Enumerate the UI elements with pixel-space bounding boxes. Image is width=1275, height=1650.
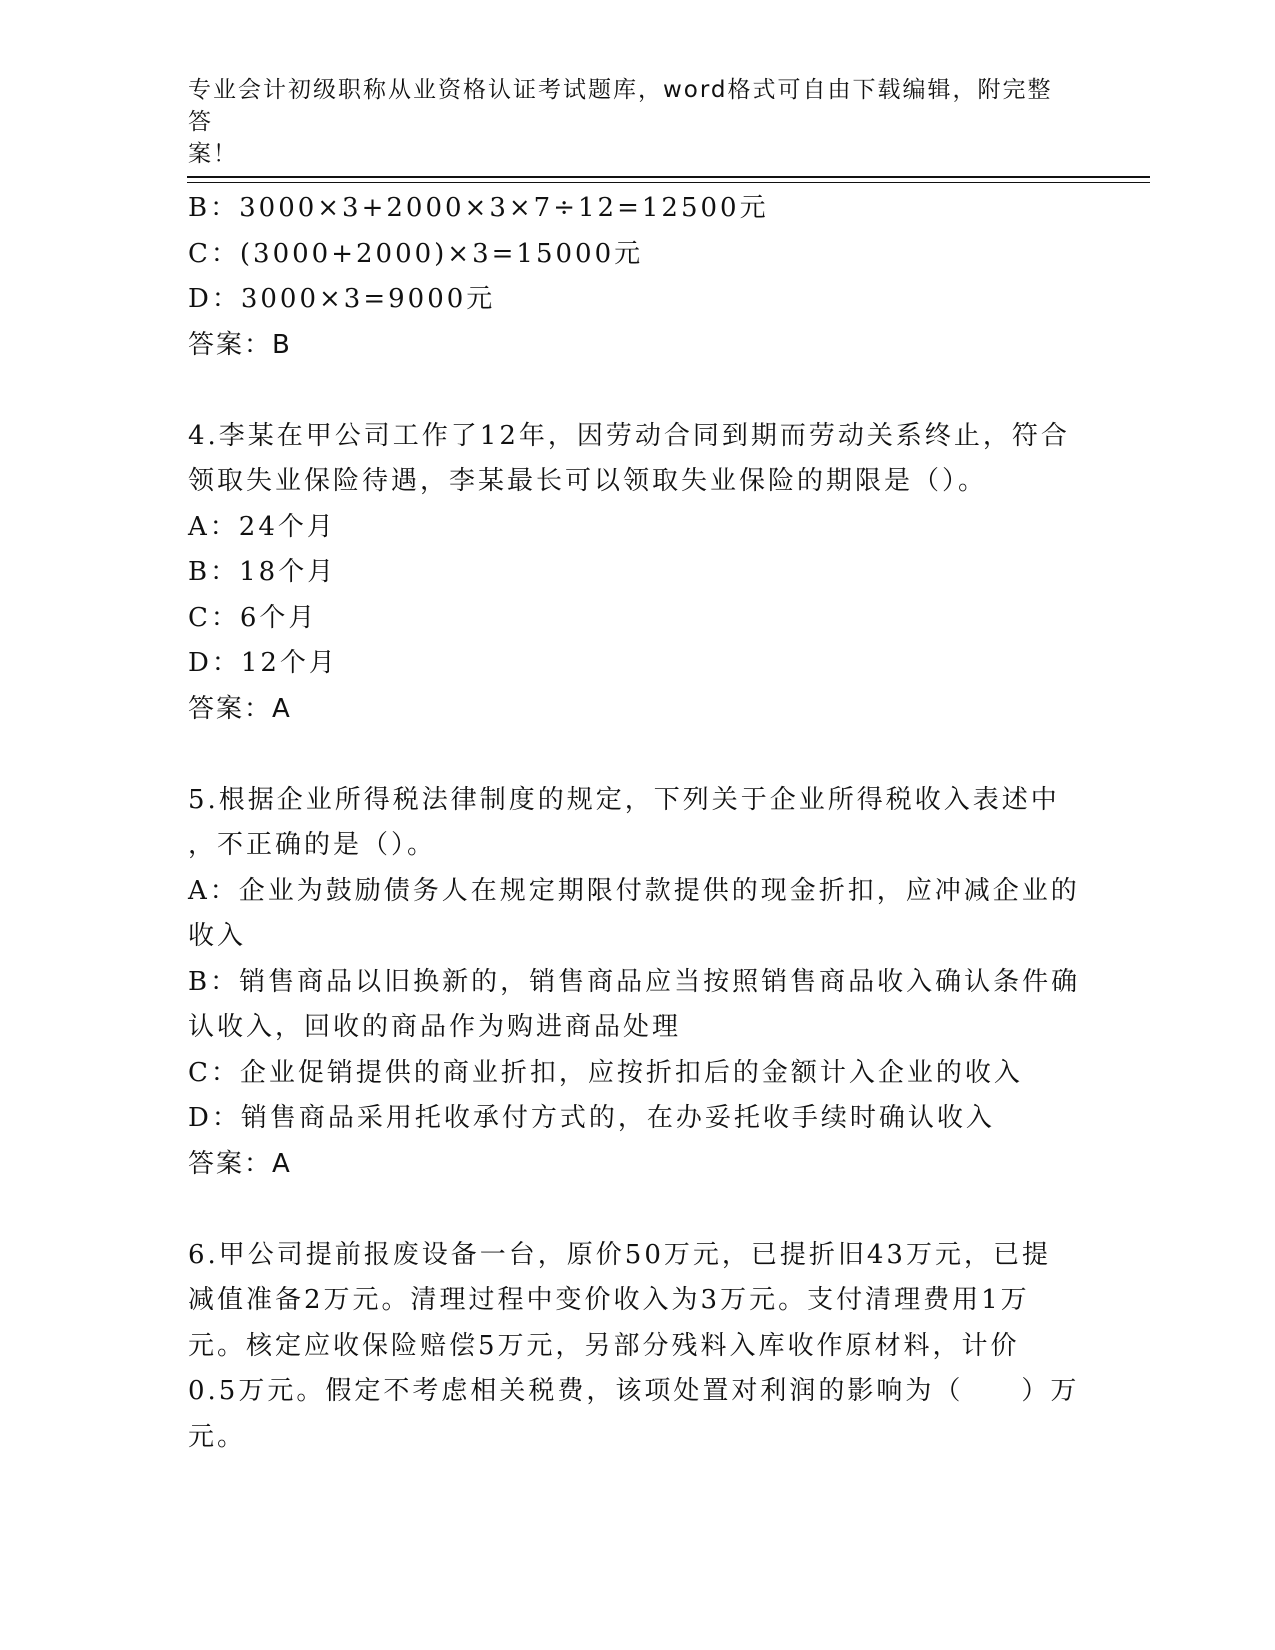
header-rule-thick <box>187 176 1150 178</box>
header-line-1: 专业会计初级职称从业资格认证考试题库，word格式可自由下载编辑，附完整答 <box>188 77 1053 135</box>
q3-option-c: C：(3000+2000)×3=15000元 <box>188 238 644 269</box>
q4-stem-line-1: 4.李某在甲公司工作了12年，因劳动合同到期而劳动关系终止，符合 <box>188 420 1070 451</box>
q4-answer: 答案：A <box>188 693 292 724</box>
q5-stem-line-2: ，不正确的是（）。 <box>188 830 437 860</box>
spacer <box>188 732 1068 778</box>
q6-stem-line-5: 元。 <box>188 1421 247 1452</box>
q6-stem-line-2: 减值准备2万元。清理过程中变价收入为3万元。支付清理费用1万 <box>188 1285 1030 1315</box>
q5-option-d: D：销售商品采用托收承付方式的，在办妥托收手续时确认收入 <box>188 1103 995 1133</box>
q5-option-a-line-2: 收入 <box>188 921 247 951</box>
question-5 <box>188 778 1081 1188</box>
q4-stem-line-2: 领取失业保险待遇，李某最长可以领取失业保险的期限是（）。 <box>188 466 988 496</box>
q6-stem-line-1: 6.甲公司提前报废设备一台，原价50万元，已提折旧43万元，已提 <box>188 1239 1051 1270</box>
header-rule-thin <box>187 182 1150 183</box>
q5-answer: 答案：A <box>188 1148 292 1179</box>
q5-option-b-line-2: 认收入，回收的商品作为购进商品处理 <box>188 1012 682 1042</box>
question-3-continued <box>188 186 1068 368</box>
q4-option-c: C：6个月 <box>188 602 318 633</box>
page-header <box>188 74 1068 170</box>
question-6 <box>188 1233 1080 1461</box>
spacer <box>188 1187 1068 1233</box>
q3-option-b: B：3000×3+2000×3×7÷12=12500元 <box>188 193 769 223</box>
q3-answer: 答案：B <box>188 329 292 360</box>
q5-option-a-line-1: A：企业为鼓励债务人在规定期限付款提供的现金折扣，应冲减企业的 <box>188 875 1080 906</box>
q4-option-d: D：12个月 <box>188 648 338 678</box>
document-body <box>188 186 1081 1460</box>
q4-option-b: B：18个月 <box>188 557 337 587</box>
header-line-2: 案！ <box>188 141 238 167</box>
q5-option-b-line-1: B：销售商品以旧换新的，销售商品应当按照销售商品收入确认条件确 <box>188 966 1081 997</box>
q5-stem-line-1: 5.根据企业所得税法律制度的规定，下列关于企业所得税收入表述中 <box>188 784 1060 815</box>
spacer <box>188 368 1068 414</box>
question-4 <box>188 414 1068 733</box>
q6-stem-line-4: 0.5万元。假定不考虑相关税费，该项处置对利润的影响为（ ）万 <box>188 1376 1080 1406</box>
q3-option-d: D：3000×3=9000元 <box>188 284 496 314</box>
q4-option-a: A：24个月 <box>188 511 336 542</box>
q6-stem-line-3: 元。核定应收保险赔偿5万元，另部分残料入库收作原材料，计价 <box>188 1330 1020 1361</box>
q5-option-c: C：企业促销提供的商业折扣，应按折扣后的金额计入企业的收入 <box>188 1057 1023 1088</box>
